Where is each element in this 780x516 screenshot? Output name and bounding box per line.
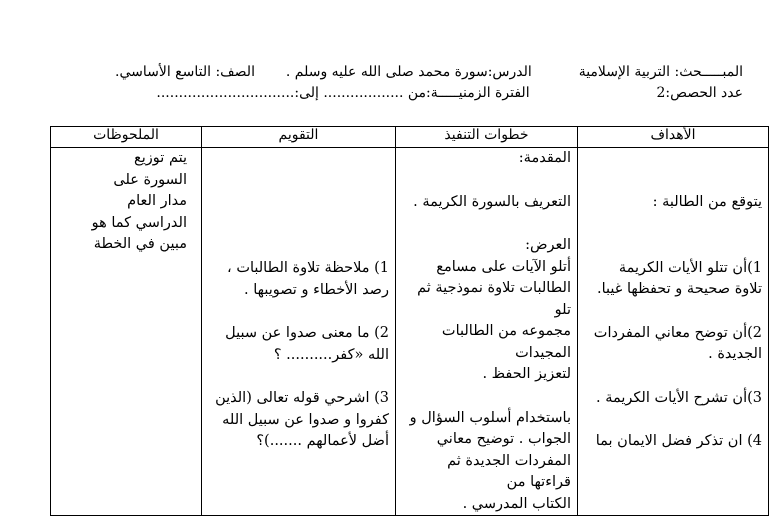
objective-2-line-2: الجديدة .: [708, 346, 762, 362]
period-label: الفترة الزمنيـــــة:من .................. إلى:...............................: [156, 85, 530, 101]
steps-method-line-3: المفردات الجديدة ثم قراءتها من: [447, 452, 571, 490]
evaluation-3-line-2: كفروا و صدوا عن سبيل الله: [222, 411, 389, 428]
objectives-header: الأهداف: [578, 127, 769, 148]
objective-3-line-1: 3)أن تشرح الأيات الكريمة .: [596, 389, 762, 406]
evaluation-1-line-1: 1) ملاحظة تلاوة الطالبات ،: [227, 260, 389, 276]
steps-intro-title: المقدمة:: [518, 150, 571, 166]
sessions-label: عدد الحصص:2: [656, 85, 743, 101]
evaluation-2-line-1: 2) ما معنى صدوا عن سبيل: [225, 325, 389, 341]
objective-1-line-2: تلاوة صحيحة و تحفظها غيبا.: [597, 281, 762, 297]
lesson-label: الدرس:سورة محمد صلى الله عليه وسلم .: [285, 64, 532, 80]
notes-cell: [51, 148, 202, 516]
objectives-intro: يتوقع من الطالبة :: [652, 194, 762, 210]
objective-1-line-1: 1)أن تتلو الأيات الكريمة: [618, 259, 762, 276]
evaluation-2-line-2: الله «كفر.......... ؟: [273, 346, 389, 363]
steps-presentation-line-2: الطالبات تلاوة نموذجية ثم تلو: [417, 280, 571, 318]
evaluation-3-line-1: 3) اشرحي قوله تعالى (الذين: [215, 390, 389, 406]
steps-presentation-line-1: أتلو الآيات على مسامع: [436, 258, 571, 275]
notes-line-2: السورة على: [113, 171, 187, 188]
evaluation-cell: [202, 148, 396, 516]
notes-line-4: الدراسي كما هو: [91, 214, 187, 231]
evaluation-1-line-2: رصد الأخطاء و تصويبها .: [244, 281, 389, 298]
lesson-plan-table: [50, 126, 769, 516]
notes-line-5: مبين في الخطة: [93, 236, 187, 252]
notes-header: الملحوظات: [51, 127, 202, 148]
objectives-cell: [578, 148, 769, 516]
table-row: [51, 148, 769, 516]
steps-intro-text: التعريف بالسورة الكريمة .: [413, 193, 571, 210]
header-line-2: [156, 85, 743, 101]
notes-line-3: مدار العام: [127, 193, 187, 209]
header-line-1: [115, 64, 743, 80]
steps-method-line-1: باستخدام أسلوب السؤال و: [409, 409, 571, 426]
steps-presentation-line-4: لتعزيز الحفظ .: [482, 366, 571, 382]
steps-header: خطوات التنفيذ: [396, 127, 578, 148]
objective-4-line-1: 4) ان تذكر فضل الايمان بما: [595, 433, 762, 449]
grade-label: الصف: التاسع الأساسي.: [115, 64, 255, 80]
notes-line-1: يتم توزيع: [134, 150, 187, 166]
table-header-row: [51, 127, 769, 148]
objective-2-line-1: 2)أن توضح معاني المفردات: [593, 324, 762, 341]
steps-cell: [396, 148, 578, 516]
evaluation-header: التقويم: [202, 127, 396, 148]
evaluation-3-line-3: أضل لأعمالهم .......)؟: [256, 433, 389, 449]
steps-presentation-line-3: مجموعه من الطالبات المجيدات: [441, 323, 571, 361]
steps-presentation-title: العرض:: [525, 237, 571, 253]
steps-method-line-4: الكتاب المدرسي .: [462, 495, 571, 512]
subject-label: المبـــــحث: التربية الإسلامية: [578, 64, 743, 80]
steps-method-line-2: الجواب . توضيح معاني: [436, 431, 571, 447]
